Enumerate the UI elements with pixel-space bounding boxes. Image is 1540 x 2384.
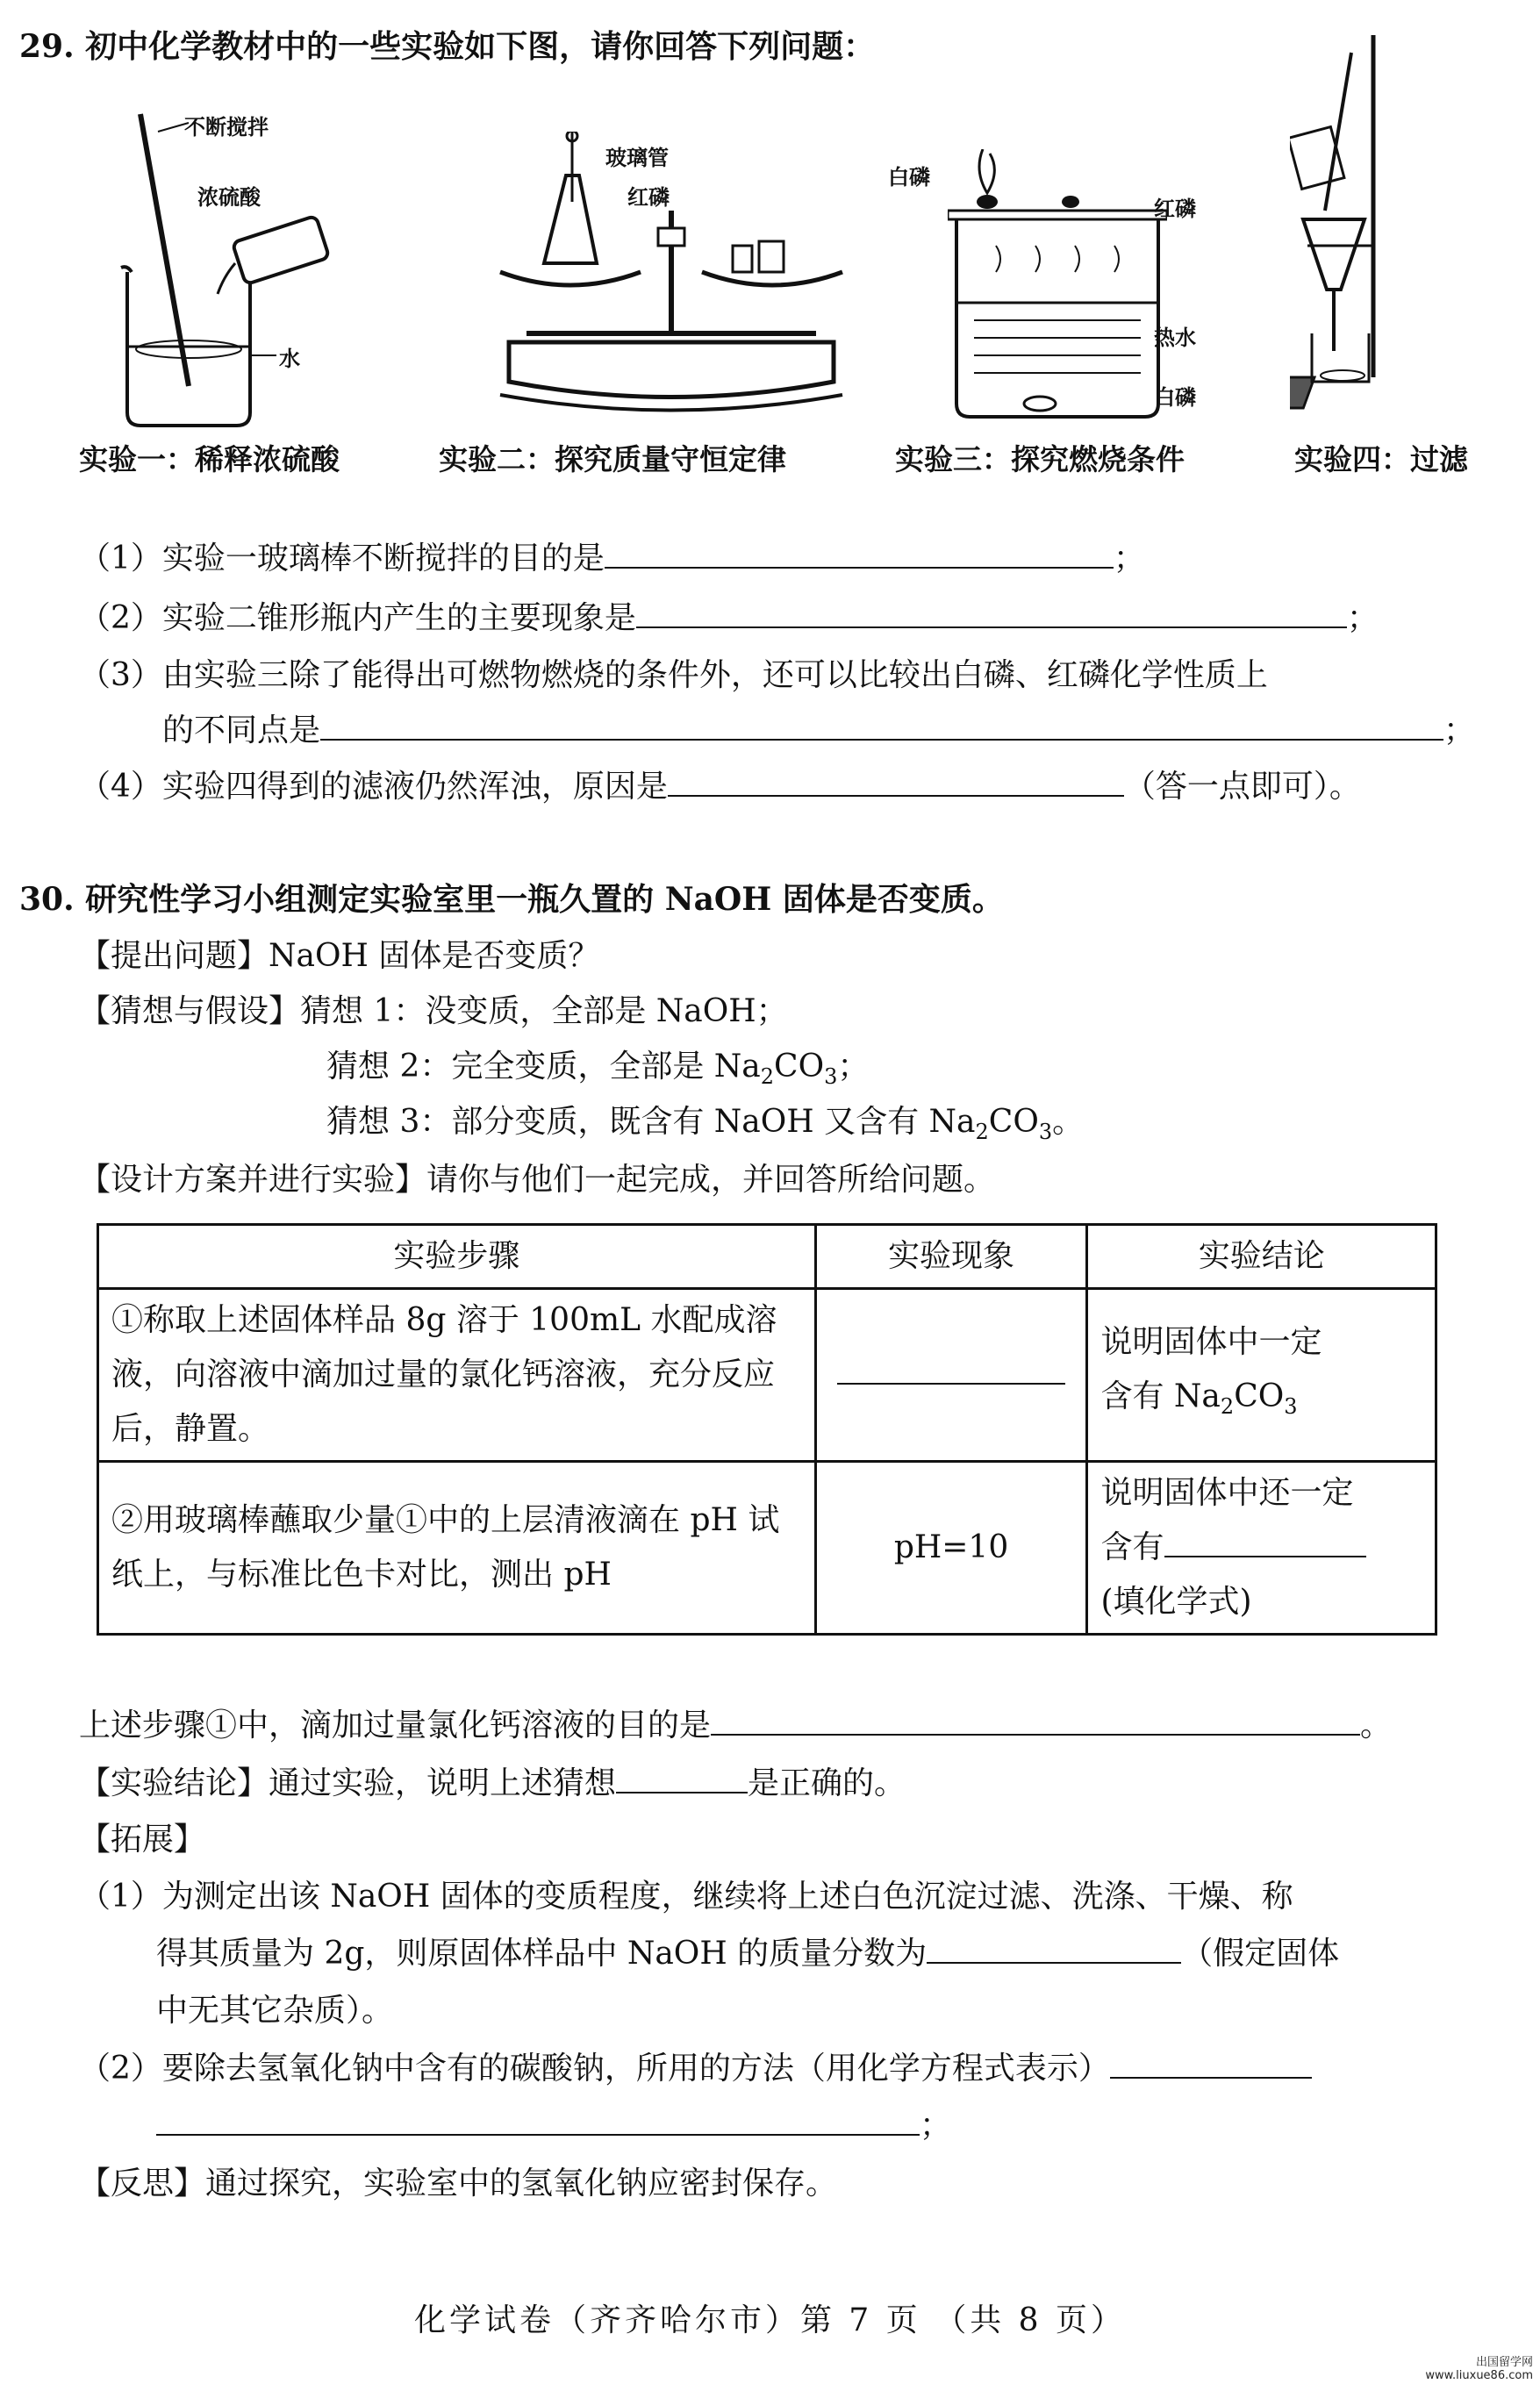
row2-phenomenon: pH=10 [815,1462,1087,1635]
q30-title: 30. 研究性学习小组测定实验室里一瓶久置的 NaOH 固体是否变质。 [19,881,1004,918]
answer-blank-30-purpose[interactable] [711,1704,1360,1736]
figure-experiment-4 [1290,35,1492,421]
caption-experiment-1: 实验一：稀释浓硫酸 [79,442,340,476]
label-stir: 不断搅拌 [184,115,269,140]
q30-ext1-line1: （1）为测定出该 NaOH 固体的变质程度，继续将上述白色沉淀过滤、洗涤、干燥、称 [79,1879,1293,1915]
row2-conclusion: 说明固体中还一定 含有 (填化学式) [1087,1462,1436,1635]
q29-title: 29. 初中化学教材中的一些实验如下图，请你回答下列问题： [19,28,876,65]
q29-item-3-cont: 的不同点是 ； [162,709,1475,753]
q29-item-4: （4）实验四得到的滤液仍然浑浊，原因是 （答一点即可）。 [79,765,1361,809]
q29-item-3: （3）由实验三除了能得出可燃物燃烧的条件外，还可以比较出白磷、红磷化学性质上 [79,657,1268,693]
answer-blank-29-4[interactable] [668,765,1124,797]
q30-problem: 【提出问题】NaOH 固体是否变质？ [79,938,600,974]
answer-blank-29-1[interactable] [605,537,1114,569]
row2-step: ②用玻璃棒蘸取少量①中的上层清液滴在 pH 试纸上，与标准比色卡对比，测出 pH [98,1462,816,1635]
answer-blank-29-2[interactable] [636,597,1347,628]
q30-ext1-line3: 中无其它杂质）。 [156,1993,394,2029]
q30-design: 【设计方案并进行实验】请你与他们一起完成，并回答所给问题。 [79,1162,996,1198]
label-red-phosphorus-2: 红磷 [627,185,670,210]
row1-conclusion: 说明固体中一定 含有 $Na_2CO_3$ [1087,1289,1436,1462]
table-header-phenomenon: 实验现象 [815,1225,1087,1289]
answer-blank-30-hypothesis[interactable] [616,1762,748,1793]
table-header-row [98,1225,1436,1289]
answer-blank-30-mass-fraction[interactable] [927,1932,1181,1964]
row1-phenomenon [815,1289,1087,1462]
q30-hypothesis-2: 猜想 2：完全变质，全部是 $Na_2CO_3$； [326,1049,870,1090]
q30-hypothesis-3: 猜想 3：部分变质，既含有 NaOH 又含有 $Na_2CO_3$。 [326,1104,1085,1145]
answer-blank-29-3[interactable] [320,709,1443,741]
label-water: 水 [279,347,300,371]
watermark: 出国留学网 www.liuxue86.com [1425,2356,1533,2382]
page-footer: 化学试卷（齐齐哈尔市）第 7 页 （共 8 页） [413,2302,1127,2338]
q30-ext2-line2: ； [156,2104,951,2148]
experiment-table [97,1223,1437,1636]
label-acid: 浓硫酸 [197,185,261,210]
label-white-phosphorus-bottom: 白磷 [1154,385,1196,410]
table-header-conclusion: 实验结论 [1087,1225,1436,1289]
label-hot-water: 热水 [1154,326,1196,350]
table-row [98,1289,1436,1462]
q30-reflect: 【反思】通过探究，实验室中的氢氧化钠应密封保存。 [79,2166,838,2201]
q29-item-2: （2）实验二锥形瓶内产生的主要现象是 ； [79,597,1379,641]
figure-experiment-3 [948,149,1167,421]
answer-blank-30-formula[interactable] [1164,1526,1366,1557]
label-glass-tube: 玻璃管 [605,146,669,170]
q30-ext1-line2: 得其质量为 2g，则原固体样品中 NaOH 的质量分数为 （假定固体 [156,1932,1339,1976]
answer-blank-30-phenomenon[interactable] [837,1353,1065,1385]
table-header-steps: 实验步骤 [98,1225,816,1289]
figure-experiment-2 [491,132,860,421]
answer-blank-30-equation-a[interactable] [1110,2047,1312,2079]
q30-conclusion: 【实验结论】通过实验，说明上述猜想 是正确的。 [79,1762,906,1806]
caption-experiment-3: 实验三：探究燃烧条件 [895,442,1185,476]
caption-experiment-2: 实验二：探究质量守恒定律 [439,442,786,476]
q30-extend-head: 【拓展】 [79,1822,206,1858]
row1-step: ①称取上述固体样品 8g 溶于 100mL 水配成溶液，向溶液中滴加过量的氯化钙溶液，充分反应后，静置。 [98,1289,816,1462]
answer-blank-30-equation-b[interactable] [156,2104,920,2136]
q29-item-1: （1）实验一玻璃棒不断搅拌的目的是 ； [79,537,1145,581]
caption-experiment-4: 实验四：过滤 [1294,442,1468,476]
q30-ext2-line1: （2）要除去氢氧化钠中含有的碳酸钠，所用的方法（用化学方程式表示） [79,2047,1312,2091]
q30-hypothesis-1: 【猜想与假设】猜想 1：没变质，全部是 NaOH； [79,993,788,1029]
q30-purpose: 上述步骤①中，滴加过量氯化钙溶液的目的是 。 [79,1704,1392,1748]
label-red-phosphorus-3: 红磷 [1154,197,1196,221]
label-white-phosphorus-top: 白磷 [888,165,930,190]
table-row [98,1462,1436,1635]
